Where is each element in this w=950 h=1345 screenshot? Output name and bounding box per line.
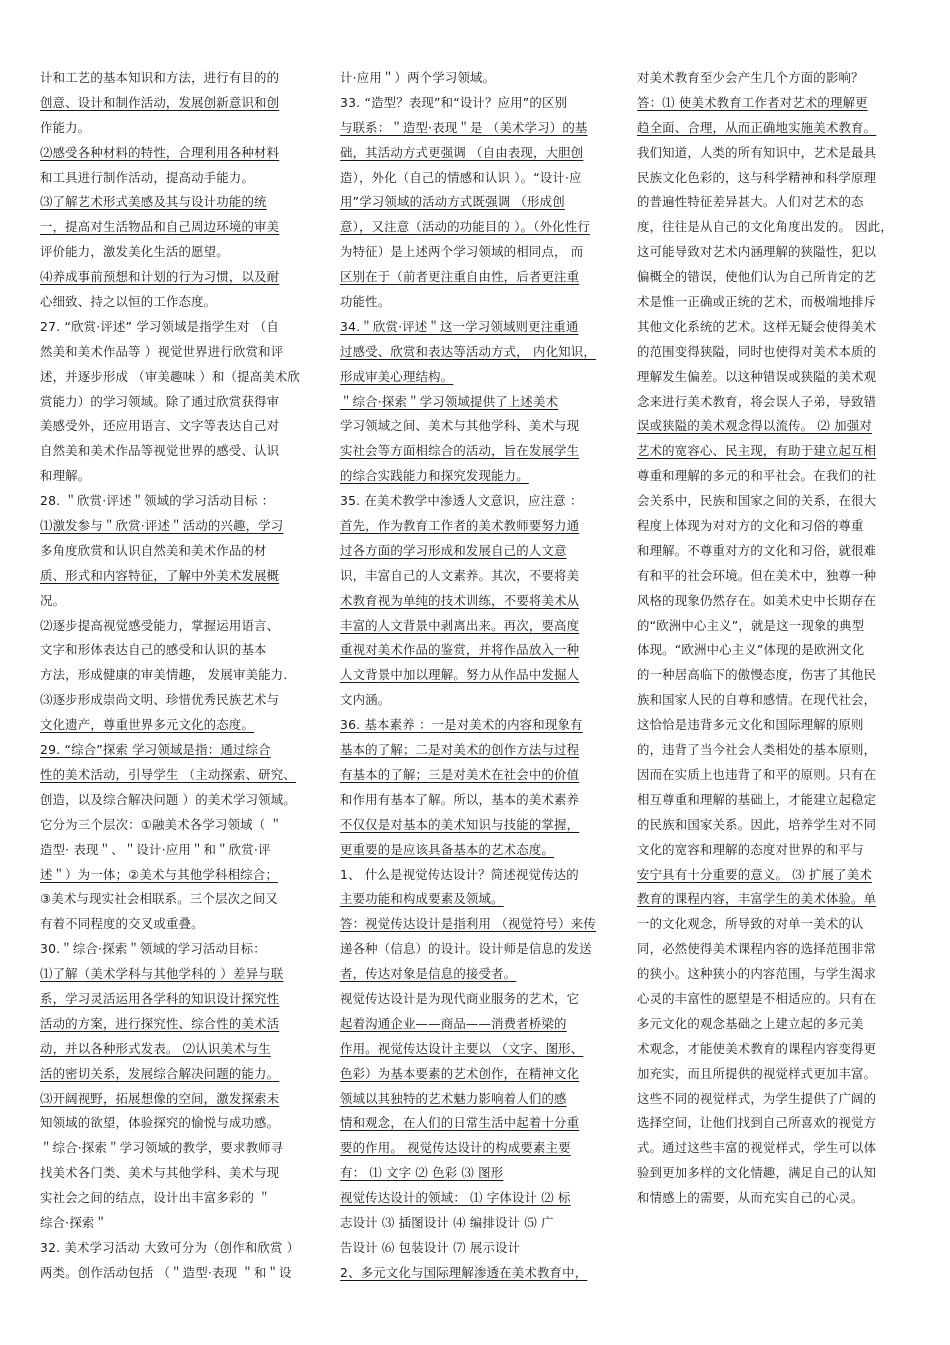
text-line: 答：视觉传达设计是指利用 （视觉符号）来传 <box>340 916 596 932</box>
text-line: 30.＂综合·探索＂领域的学习活动目标： <box>40 941 266 957</box>
text-line: 同，必然使得美术课程内容的选择范围非常 <box>637 941 877 957</box>
text-line: 两类。创作活动包括 （＂造型·表现 ＂和＂设 <box>40 1264 292 1280</box>
text-line: 式。通过这些丰富的视觉样式，学生可以体 <box>637 1140 877 1156</box>
text-line: 度，往往是从自己的文化角度出发的。 因此， <box>637 219 893 235</box>
text-line: 活动的方案，进行探究性、综合性的美术活 <box>40 1015 280 1031</box>
text-line: 丰富的人文背景中剥离出来。再次，要高度 <box>340 617 580 633</box>
text-line: 造型· 表现＂、＂设计·应用＂和＂欣赏·评 <box>40 841 271 857</box>
text-line: 赏能力）的学习领域。除了通过欣赏获得审 <box>40 393 280 409</box>
text-line: 35. 在美术教学中渗透人文意识，应注意 ： <box>340 493 583 509</box>
text-line: 视觉传达设计是为现代商业服务的艺术，它 <box>340 990 580 1006</box>
text-line: 36. 基本素养 ：一是对美术的内容和现象有 <box>340 717 583 733</box>
text-line: ⑶了解艺术形式美感及其与设计功能的统 <box>40 194 267 210</box>
text-line: 相互尊重和理解的基础上，才能建立起稳定 <box>637 791 877 807</box>
text-line: 29. “综合”探索 学习领域是指：通过综合 <box>40 742 271 758</box>
text-line: 27. “欣赏·评述” 学习领域是指学生对 （自 <box>40 318 279 334</box>
text-line: 形成审美心理结构。 <box>340 368 454 384</box>
text-line: 体现。“欧洲中心主义”体现的是欧洲文化 <box>637 642 865 658</box>
text-line: 过感受、欣赏和表达等活动方式， 内化知识， <box>340 343 596 359</box>
text-line: 作用。视觉传达设计主要以 （文字、图形、 <box>340 1040 584 1056</box>
text-line: 心细致、持之以恒的工作态度。 <box>40 294 217 310</box>
text-line: 学习领域之间、美术与其他学科、美术与现 <box>340 418 580 434</box>
text-line: 术观念，才能使美术教育的课程内容变得更 <box>637 1040 877 1056</box>
text-line: 心灵的丰富性的愿望是不相适应的。只有在 <box>637 990 877 1006</box>
text-line: 找美术各门类、美术与其他学科、美术与现 <box>40 1165 280 1181</box>
text-line: 况。 <box>40 592 66 608</box>
text-line: 述＂）为一体；②美术与其他学科相综合； <box>40 866 278 882</box>
text-line: 的一种居高临下的傲慢态度，伤害了其他民 <box>637 667 877 683</box>
text-line: 一，提高对生活物品和自己周边环境的审美 <box>40 219 280 235</box>
text-line: 础，其活动方式更强调 （自由表现，大胆创 <box>340 144 584 160</box>
text-line: 述，并逐步形成 （审美趣味 ）和（提高美术欣 <box>40 368 301 384</box>
text-line: 动，并以各种形式发表。 ⑵认识美术与生 <box>40 1040 271 1056</box>
text-line: 风格的现象仍然存在。如美术史中长期存在 <box>637 592 877 608</box>
text-line: 计·应用＂）两个学习领域。 <box>340 70 496 85</box>
text-column-left <box>40 66 322 1286</box>
text-line: 评价能力，激发美化生活的愿望。 <box>40 244 229 260</box>
text-line: 和作用有基本了解。所以，基本的美术素养 <box>340 791 580 807</box>
text-line: 和工具进行制作活动，提高动手能力。 <box>40 169 255 185</box>
text-line: 尊重和理解的多元的和平社会。在我们的社 <box>637 468 877 484</box>
text-line: 自然美和美术作品等视觉世界的感受、认识 <box>40 443 280 459</box>
text-line: ⑶逐步形成崇尚文明、珍惜优秀民族艺术与 <box>40 692 280 708</box>
text-line: 创造，以及综合解决问题 ）的美术学习领域。 <box>40 791 296 807</box>
text-line: 色彩）为基本要素的艺术创作，在精神文化 <box>340 1065 580 1081</box>
text-line: 的综合实践能力和探究发现能力。 <box>340 468 529 484</box>
text-line: 术是惟一正确或正统的艺术，而极端地排斥 <box>637 294 877 310</box>
text-line: 28. ＂欣赏·评述＂领域的学习活动目标 ： <box>40 493 275 509</box>
text-line: 美感受外，还应用语言、文字等表达自己对 <box>40 418 280 434</box>
text-line: 加充实，而且所提供的视觉样式更加丰富。 <box>637 1065 877 1081</box>
text-line: 和理解。 <box>40 468 91 484</box>
text-line: 起着沟通企业——商品——消费者桥梁的 <box>340 1015 567 1031</box>
text-line: 作能力。 <box>40 119 91 135</box>
text-line: 因而在实质上也违背了和平的原则。只有在 <box>637 766 877 782</box>
text-line: 答：⑴ 使美术教育工作者对艺术的理解更 <box>637 94 868 110</box>
text-line: 民族文化色彩的，这与科学精神和科学原理 <box>637 169 877 185</box>
text-line: 知领域的欲望，体验探究的愉悦与成功感。 <box>40 1115 280 1131</box>
text-line: 造），外化（自己的情感和认识 ）。“设计·应 <box>340 169 582 185</box>
text-line: 人文背景中加以理解。努力从作品中发掘人 <box>340 667 580 683</box>
text-line: 验到更加多样的文化情趣，满足自己的认知 <box>637 1165 877 1181</box>
text-line: 重视对美术作品的鉴赏，并将作品放入一种 <box>340 642 580 658</box>
text-line: 与联系：＂造型·表现＂是 （美术学习）的基 <box>340 119 588 135</box>
text-line: 有： ⑴ 文字 ⑵ 色彩 ⑶ 图形 <box>340 1165 504 1181</box>
text-line: 文字和形体表达自己的感受和认识的基本 <box>40 642 267 658</box>
text-line: 33. “造型？表现”和“设计？应用”的区别 <box>340 94 568 110</box>
text-line: 创意、设计和制作活动，发展创新意识和创 <box>40 94 280 110</box>
text-line: 理解发生偏差。以这种错误或狭隘的美术观 <box>637 368 877 384</box>
text-line: 系，学习灵活运用各学科的知识设计探究性 <box>40 990 280 1006</box>
text-line: 和理解。不尊重对方的文化和习俗，就很难 <box>637 542 877 558</box>
text-line: 领域以其独特的艺术魅力影响着人们的感 <box>340 1090 567 1106</box>
text-line: 34.＂欣赏·评述＂这一学习领域则更注重通 <box>340 318 579 334</box>
text-line: 不仅仅是对基本的美术知识与技能的掌握， <box>340 816 580 832</box>
text-line: ⑴了解（美术学科与其他学科的 ）差异与联 <box>40 966 284 982</box>
text-column-right <box>637 66 919 1211</box>
text-line: 误或狭隘的美术观念得以流传。 ⑵ 加强对 <box>637 418 872 434</box>
text-line: ＂综合·探索＂学习领域提供了上述美术 <box>340 393 559 409</box>
text-line: 这可能导致对艺术内涵理解的狭隘性，犯以 <box>637 244 877 260</box>
text-line: 教育的课程内容，丰富学生的美术体验。单 <box>637 891 877 907</box>
text-line: 和情感上的需要，从而充实自己的心灵。 <box>637 1190 864 1206</box>
text-line: ＂综合·探索＂学习领域的教学，要求教师寻 <box>40 1140 284 1156</box>
text-line: 文内涵。 <box>340 692 391 708</box>
text-line: 功能性。 <box>340 294 391 310</box>
text-line: 这恰恰是违背多元文化和国际理解的原则 <box>637 717 864 733</box>
text-line: 基本的了解；二是对美术的创作方法与过程 <box>340 742 580 758</box>
text-line: 多元文化的观念基础之上建立起的多元美 <box>637 1015 864 1031</box>
text-line: 艺术的宽容心、民主现，有助于建立起互相 <box>637 443 877 459</box>
text-line: 多角度欣赏和认识自然美和美术作品的材 <box>40 542 267 558</box>
text-line: 方法，形成健康的审美情趣， 发展审美能力． <box>40 667 296 683</box>
text-line: 为特征）是上述两个学习领域的相同点， 而 <box>340 244 584 260</box>
text-line: 要的作用。 视觉传达设计的构成要素主要 <box>340 1140 571 1156</box>
text-column-middle <box>340 66 622 1286</box>
text-line: 递各种（信息）的设计。设计师是信息的发送 <box>340 941 592 957</box>
text-line: 偏概全的错误，使他们认为自己所肯定的艺 <box>637 269 877 285</box>
text-line: 活的密切关系，发展综合解决问题的能力。 <box>40 1065 280 1081</box>
text-line: 安宁具有十分重要的意义。 ⑶ 扩展了美术 <box>637 866 872 882</box>
text-line: 这些不同的视觉样式，为学生提供了广阔的 <box>637 1090 877 1106</box>
text-line: 更重要的是应该具备基本的艺术态度。 <box>340 841 555 857</box>
text-line: 性的美术活动，引导学生 （主动探索、研究、 <box>40 766 296 782</box>
text-line: 实社会之间的结点，设计出丰富多彩的 ＂ <box>40 1190 271 1206</box>
text-line: 念来进行美术教育，将会误人子弟，导致错 <box>637 393 877 409</box>
text-line: 其他文化系统的艺术。这样无疑会使得美术 <box>637 318 877 334</box>
text-line: 一的文化观念，所导致的对单一美术的认 <box>637 916 864 932</box>
text-line: 质、形式和内容特征，了解中外美术发展概 <box>40 567 280 583</box>
text-line: 视觉传达设计的领域： ⑴ 字体设计 ⑵ 标 <box>340 1190 571 1206</box>
text-line: 计和工艺的基本知识和方法，进行有目的的 <box>40 70 280 85</box>
text-line: 程度上体现为对对方的文化和习俗的尊重 <box>637 518 864 534</box>
text-line: 主要功能和构成要素及领域。 <box>340 891 504 907</box>
text-line: 术教育视为单纯的技术训练，不要将美术从 <box>340 592 580 608</box>
text-line: 对美术教育至少会产生几个方面的影响？ <box>637 70 864 85</box>
text-line: 告设计 ⑹ 包装设计 ⑺ 展示设计 <box>340 1239 521 1255</box>
text-line: 区别在于（前者更注重自由性，后者更注重 <box>340 269 580 285</box>
text-line: 情和观念，在人们的日常生活中起着十分重 <box>340 1115 580 1131</box>
text-line: 有着不同程度的交叉或重叠。 <box>40 916 204 932</box>
text-line: 实社会等方面相综合的活动，旨在发展学生 <box>340 443 580 459</box>
text-line: 我们知道，人类的所有知识中，艺术是最具 <box>637 144 877 160</box>
text-line: 用”学习领域的活动方式既强调 （形成创 <box>340 194 565 210</box>
text-line: 文化的宽容和理解的态度对世界的和平与 <box>637 841 864 857</box>
text-line: 的普遍性特征差异甚大。人们对艺术的态 <box>637 194 864 210</box>
text-line: 综合·探索＂ <box>40 1214 108 1230</box>
text-line: 32. 美术学习活动 大致可分为（创作和欣赏 ） <box>40 1239 300 1255</box>
text-line: 选择空间，让他们找到自己所喜欢的视觉方 <box>637 1115 877 1131</box>
text-line: 有基本的了解；三是对美术在社会中的价值 <box>340 766 580 782</box>
text-line: 意），又注意（活动的功能目的 ）。（外化性行 <box>340 219 590 235</box>
text-line: 志设计 ⑶ 插图设计 ⑷ 编排设计 ⑸ 广 <box>340 1214 554 1230</box>
text-line: ⑵感受各种材料的特性，合理利用各种材料 <box>40 144 280 160</box>
text-line: ⑴激发参与＂欣赏·评述＂活动的兴趣，学习 <box>40 518 284 534</box>
text-line: 的范围变得狭隘，同时也使得对美术本质的 <box>637 343 877 359</box>
text-line: 的，违背了当今社会人类相处的基本原则， <box>637 742 877 758</box>
text-line: 的“欧洲中心主义”，就是这一现象的典型 <box>637 617 865 633</box>
text-line: 过各方面的学习形成和发展自己的人文意 <box>340 542 567 558</box>
text-line: 有和平的社会环境。但在美术中，独尊一种 <box>637 567 877 583</box>
text-line: 的民族和国家关系。因此，培养学生对不同 <box>637 816 877 832</box>
text-line: ⑵逐步提高视觉感受能力，掌握运用语言、 <box>40 617 280 633</box>
text-line: 它分为三个层次：①融美术各学习领域（ ＂ <box>40 816 283 832</box>
text-line: 2、多元文化与国际理解渗透在美术教育中， <box>340 1264 588 1280</box>
text-line: 文化遗产，尊重世界多元文化的态度。 <box>40 717 255 733</box>
text-line: ③美术与现实社会相联系。三个层次之间又 <box>40 891 278 907</box>
text-line: 首先，作为教育工作者的美术教师要努力通 <box>340 518 580 534</box>
text-line: 者，传达对象是信息的接受者。 <box>340 966 517 982</box>
text-line: 族和国家人民的自尊和感情。在现代社会， <box>637 692 877 708</box>
text-line: 的狭小。这种狭小的内容范围，与学生渴求 <box>637 966 877 982</box>
text-line: 识，丰富自己的人文素养。其次，不要将美 <box>340 567 580 583</box>
text-line: ⑷养成事前预想和计划的行为习惯，以及耐 <box>40 269 280 285</box>
text-line: 趋全面、合理，从而正确地实施美术教育。 <box>637 119 877 135</box>
text-line: 会关系中，民族和国家之间的关系，在很大 <box>637 493 877 509</box>
text-line: 1、 什么是视觉传达设计？简述视觉传达的 <box>340 866 579 882</box>
text-line: 然美和美术作品等 ）视觉世界进行欣赏和评 <box>40 343 284 359</box>
text-line: ⑶开阔视野，拓展想像的空间，激发探索未 <box>40 1090 280 1106</box>
